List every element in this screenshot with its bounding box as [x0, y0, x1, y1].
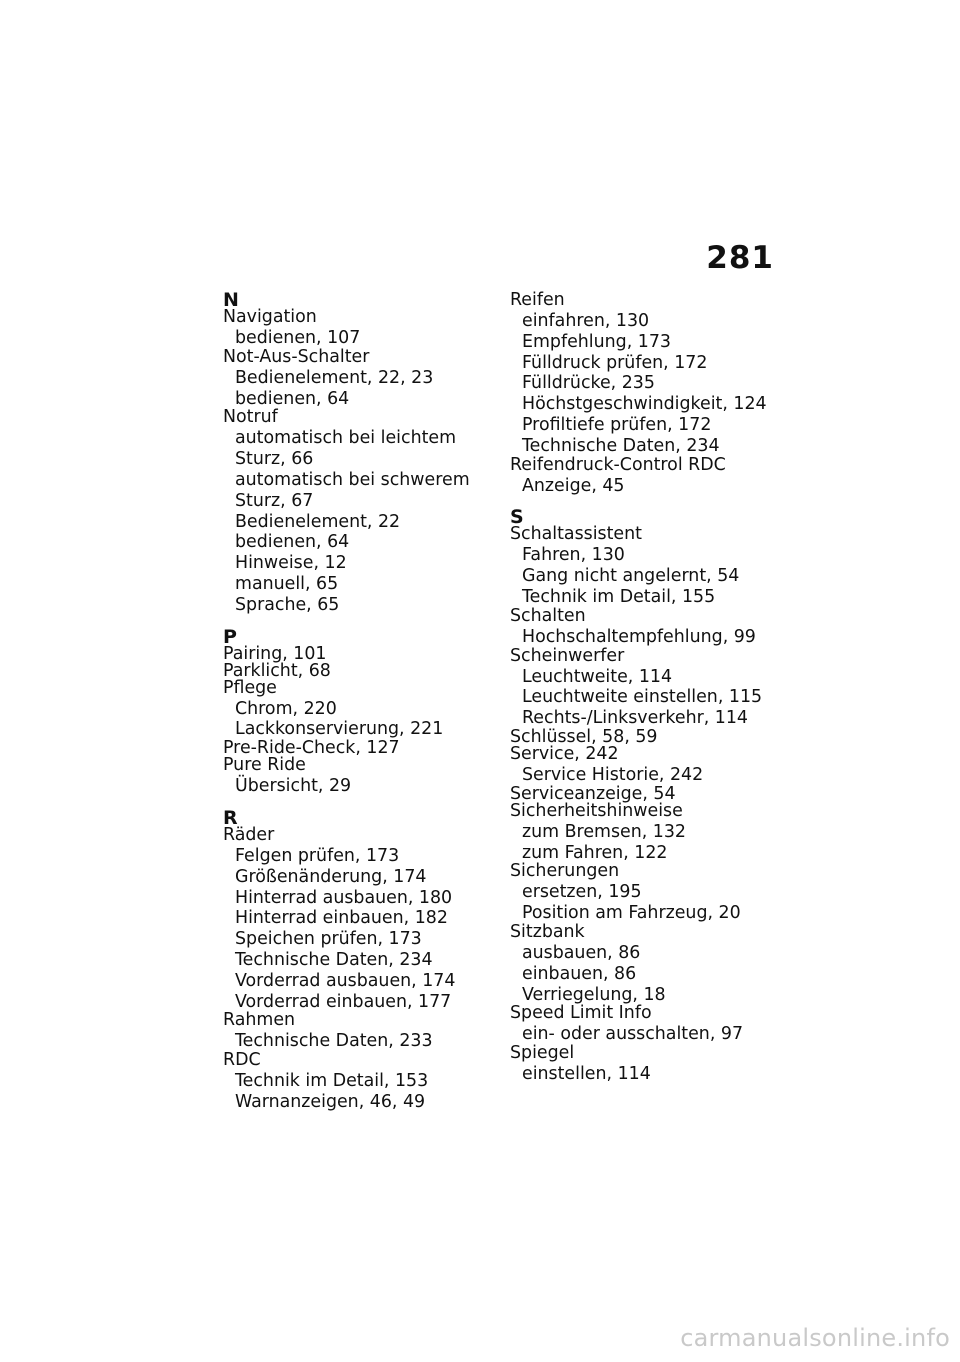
index-subentry: Chrom, 220	[235, 698, 337, 719]
index-subentry: Leuchtweite einstellen, 115	[522, 687, 763, 708]
index-entry: Parklicht, 68	[223, 660, 331, 681]
index-entry: Rahmen	[223, 1010, 296, 1031]
section-letter: P	[223, 625, 237, 648]
index-entry: Pflege	[223, 677, 277, 698]
index-subentry: Technik im Detail, 153	[235, 1071, 429, 1092]
index-subentry: einfahren, 130	[522, 311, 650, 331]
index-column-left	[223, 289, 493, 1113]
index-entry: Service, 242	[510, 743, 619, 764]
index-subentry: Leuchtweite, 114	[522, 666, 673, 687]
index-subentry: automatisch bei leichtem	[235, 428, 457, 449]
index-subentry: einstellen, 114	[522, 1064, 651, 1085]
index-subentry: Warnanzeigen, 46, 49	[235, 1091, 426, 1112]
index-subentry: Verriegelung, 18	[522, 984, 666, 1005]
index-subentry: Fülldrücke, 235	[522, 373, 655, 394]
section-letter: R	[223, 806, 238, 829]
index-entry: Reifen	[510, 290, 565, 310]
index-entry: Räder	[223, 824, 275, 845]
index-entry: Pure Ride	[223, 755, 306, 776]
index-subentry: ausbauen, 86	[522, 942, 641, 963]
index-entry: Serviceanzeige, 54	[510, 783, 676, 804]
index-entry: Spiegel	[510, 1043, 575, 1064]
index-subentry: Gang nicht angelernt, 54	[522, 566, 740, 587]
index-section	[510, 526, 790, 1085]
index-subentry: Vorderrad einbauen, 177	[235, 991, 452, 1012]
index-subentry: Größenänderung, 174	[235, 866, 427, 887]
index-subentry: Empfehlung, 173	[522, 331, 671, 352]
index-subentry: Hinweise, 12	[235, 553, 347, 574]
index-entry: Schaltassistent	[510, 524, 642, 545]
index-entry: Scheinwerfer	[510, 645, 625, 666]
index-subentry: Bedienelement, 22	[235, 511, 401, 532]
index-subentry: Hinterrad einbauen, 182	[235, 908, 448, 929]
index-subentry: ersetzen, 195	[522, 882, 642, 903]
index-entry: Notruf	[223, 407, 278, 428]
index-entry: Sicherungen	[510, 861, 620, 882]
index-subentry: zum Bremsen, 132	[522, 821, 686, 842]
index-subentry: manuell, 65	[235, 573, 339, 594]
index-subentry: Technische Daten, 234	[235, 949, 433, 970]
index-subentry: Lackkonservierung, 221	[235, 719, 444, 740]
index-subentry: Höchstgeschwindigkeit, 124	[522, 394, 767, 415]
index-section	[223, 643, 493, 797]
index-section	[510, 292, 790, 496]
index-subentry: bedienen, 64	[235, 532, 350, 553]
index-subentry: automatisch bei schwerem	[235, 469, 470, 490]
index-entry: Navigation	[223, 307, 317, 327]
index-subentry: Position am Fahrzeug, 20	[522, 903, 741, 924]
index-subentry: Hinterrad ausbauen, 180	[235, 887, 453, 908]
index-section	[223, 309, 493, 616]
section-letter: S	[510, 506, 524, 529]
index-subentry: einbauen, 86	[522, 963, 637, 984]
index-subentry: bedienen, 107	[235, 328, 361, 348]
index-subentry: Sturz, 67	[235, 490, 314, 511]
index-subentry: Technische Daten, 234	[522, 435, 720, 456]
index-column-right	[510, 292, 790, 1085]
index-entry: Schalten	[510, 605, 586, 626]
index-entry: Pre-Ride-Check, 127	[223, 738, 400, 759]
index-subentry: Anzeige, 45	[522, 475, 625, 496]
index-entry: Pairing, 101	[223, 643, 327, 664]
index-entry: RDC	[223, 1050, 261, 1071]
index-subentry: Sturz, 66	[235, 449, 314, 470]
index-subentry: Felgen prüfen, 173	[235, 845, 400, 866]
index-entry: Reifendruck-Control RDC	[510, 454, 726, 475]
index-subentry: Hochschaltempfehlung, 99	[522, 626, 756, 647]
index-subentry: Sprache, 65	[235, 594, 340, 615]
index-subentry: Vorderrad ausbauen, 174	[235, 970, 456, 991]
index-subentry: Bedienelement, 22, 23	[235, 367, 434, 388]
watermark: carmanualsonline.info	[680, 1324, 950, 1352]
index-section	[223, 824, 493, 1113]
page-number: 281	[706, 240, 774, 276]
index-entry: Sitzbank	[510, 921, 585, 942]
index-subentry: Fahren, 130	[522, 545, 625, 566]
index-subentry: Rechts-/Linksverkehr, 114	[522, 708, 748, 729]
index-subentry: Technik im Detail, 155	[522, 586, 716, 607]
index-subentry: Profiltiefe prüfen, 172	[522, 414, 712, 435]
index-subentry: Fülldruck prüfen, 172	[522, 352, 708, 373]
index-subentry: zum Fahren, 122	[522, 842, 668, 863]
index-subentry: Speichen prüfen, 173	[235, 929, 422, 950]
index-subentry: Service Historie, 242	[522, 764, 704, 785]
index-entry: Schlüssel, 58, 59	[510, 726, 658, 747]
index-entry: Speed Limit Info	[510, 1003, 652, 1024]
index-subentry: bedienen, 64	[235, 388, 350, 409]
index-entry: Not-Aus-Schalter	[223, 346, 370, 367]
index-subentry: Übersicht, 29	[235, 776, 352, 797]
index-entry: Sicherheitshinweise	[510, 800, 683, 821]
section-letter: N	[223, 289, 239, 311]
index-subentry: Technische Daten, 233	[235, 1031, 433, 1052]
index-subentry: ein- oder ausschalten, 97	[522, 1024, 744, 1045]
